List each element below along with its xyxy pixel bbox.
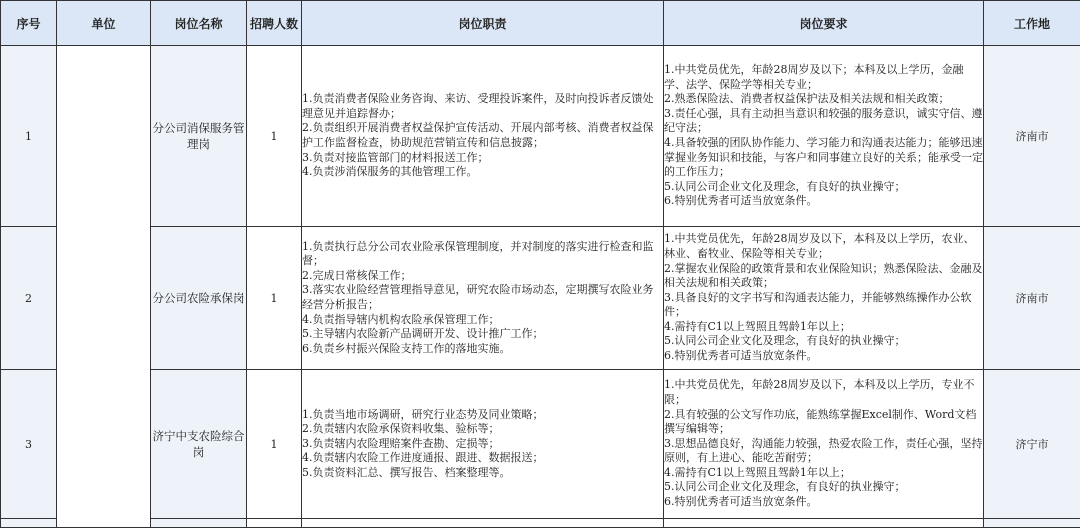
requirement-item: 5.认同公司企业文化及理念，有良好的执业操守； — [664, 480, 983, 495]
requirement-item: 6.特别优秀者可适当放宽条件。 — [664, 349, 983, 364]
duties-cell — [302, 46, 664, 227]
table-row-partial — [1, 519, 1080, 528]
requirements-cell — [664, 370, 984, 519]
seq-cell: 1 — [1, 46, 57, 227]
duties-cell — [302, 370, 664, 519]
count-cell: 1 — [247, 46, 302, 227]
requirement-item: 1.中共党员优先，年龄28周岁及以下；本科及以上学历，金融学、法学、保险学等相关专业； — [664, 63, 983, 92]
seq-cell: 3 — [1, 370, 57, 519]
header-unit: 单位 — [57, 1, 151, 46]
position-cell — [151, 519, 247, 528]
duties-cell — [302, 519, 664, 528]
requirement-item: 1.中共党员优先，年龄28周岁及以下，本科及以上学历，农业、林业、畜牧业、保险等相关专业； — [664, 232, 983, 261]
requirement-item: 6.特别优秀者可适当放宽条件。 — [664, 194, 983, 209]
position-cell: 济宁中支农险综合岗 — [151, 370, 247, 519]
header-count: 招聘人数 — [247, 1, 302, 46]
header-row — [1, 1, 1080, 46]
duty-item: 4.负责辖内农险工作进度通报、跟进、数据报送； — [302, 451, 663, 466]
duty-item: 1.负责当地市场调研，研究行业态势及同业策略； — [302, 408, 663, 423]
duty-item: 2.负责辖内农险承保资料收集、验标等； — [302, 422, 663, 437]
duty-item: 3.落实农业险经营管理指导意见，研究农险市场动态，定期撰写农险业务经营分析报告； — [302, 283, 663, 312]
duty-item: 6.负责乡村振兴保险支持工作的落地实施。 — [302, 342, 663, 357]
requirement-item: 5.认同公司企业文化及理念，有良好的执业操守； — [664, 334, 983, 349]
duty-item: 1.负责消费者保险业务咨询、来访、受理投诉案件，及时向投诉者反馈处理意见并追踪督办； — [302, 92, 663, 121]
requirement-item: 1.中共党员优先，年龄28周岁及以下，本科及以上学历，专业不限； — [664, 378, 983, 407]
position-cell: 分公司农险承保岗 — [151, 227, 247, 370]
header-duties: 岗位职责 — [302, 1, 664, 46]
header-position: 岗位名称 — [151, 1, 247, 46]
requirements-cell — [664, 227, 984, 370]
duty-item: 3.负责辖内农险理赔案件查勘、定损等； — [302, 437, 663, 452]
duties-cell — [302, 227, 664, 370]
requirement-item: 4.需持有C1以上驾照且驾龄1年以上； — [664, 320, 983, 335]
requirement-item: 2.具有较强的公文写作功底，能熟练掌握Excel制作、Word文档撰写编辑等； — [664, 408, 983, 437]
location-cell: 济南市 — [984, 227, 1080, 370]
requirements-cell — [664, 519, 984, 528]
duty-item: 5.主导辖内农险新产品调研开发、设计推广工作； — [302, 327, 663, 342]
requirement-item: 3.责任心强，具有主动担当意识和较强的服务意识，诚实守信、遵纪守法； — [664, 107, 983, 136]
position-cell: 分公司消保服务管理岗 — [151, 46, 247, 227]
unit-cell — [57, 46, 151, 528]
location-cell: 济南市 — [984, 46, 1080, 227]
duty-item: 4.负责指导辖内机构农险承保管理工作； — [302, 313, 663, 328]
location-cell — [984, 519, 1080, 528]
requirements-cell — [664, 46, 984, 227]
header-location: 工作地 — [984, 1, 1080, 46]
count-cell — [247, 519, 302, 528]
requirement-item: 2.熟悉保险法、消费者权益保护法及相关法规和相关政策； — [664, 92, 983, 107]
location-cell: 济宁市 — [984, 370, 1080, 519]
duty-item: 5.负责资料汇总、撰写报告、档案整理等。 — [302, 466, 663, 481]
table-row — [1, 227, 1080, 370]
table-row — [1, 370, 1080, 519]
requirement-item: 4.需持有C1以上驾照且驾龄1年以上； — [664, 466, 983, 481]
header-requirements: 岗位要求 — [664, 1, 984, 46]
requirement-item: 4.具备较强的团队协作能力、学习能力和沟通表达能力；能够迅速掌握业务知识和技能，与客户和同事建立良好的关系；能承受一定的工作压力； — [664, 136, 983, 180]
duty-item: 4.负责涉消保服务的其他管理工作。 — [302, 165, 663, 180]
header-seq: 序号 — [1, 1, 57, 46]
duty-item: 3.负责对接监管部门的材料报送工作； — [302, 151, 663, 166]
duty-item: 2.完成日常核保工作； — [302, 269, 663, 284]
requirement-item: 3.具备良好的文字书写和沟通表达能力，并能够熟练操作办公软件； — [664, 291, 983, 320]
duty-item: 2.负责组织开展消费者权益保护宣传活动、开展内部考核、消费者权益保护工作监督检查，协助规范营销宣传和信息披露； — [302, 121, 663, 150]
duty-item: 1.负责执行总分公司农业险承保管理制度，并对制度的落实进行检查和监督； — [302, 240, 663, 269]
seq-cell — [1, 519, 57, 528]
table-row — [1, 46, 1080, 227]
count-cell: 1 — [247, 227, 302, 370]
requirement-item: 5.认同公司企业文化及理念，有良好的执业操守； — [664, 180, 983, 195]
requirement-item: 2.掌握农业保险的政策背景和农业保险知识；熟悉保险法、金融及相关法规和相关政策； — [664, 262, 983, 291]
requirement-item: 6.特别优秀者可适当放宽条件。 — [664, 495, 983, 510]
count-cell: 1 — [247, 370, 302, 519]
requirement-item: 3.思想品德良好，沟通能力较强，热爱农险工作，责任心强，坚持原则，有上进心、能吃苦耐劳； — [664, 437, 983, 466]
seq-cell: 2 — [1, 227, 57, 370]
